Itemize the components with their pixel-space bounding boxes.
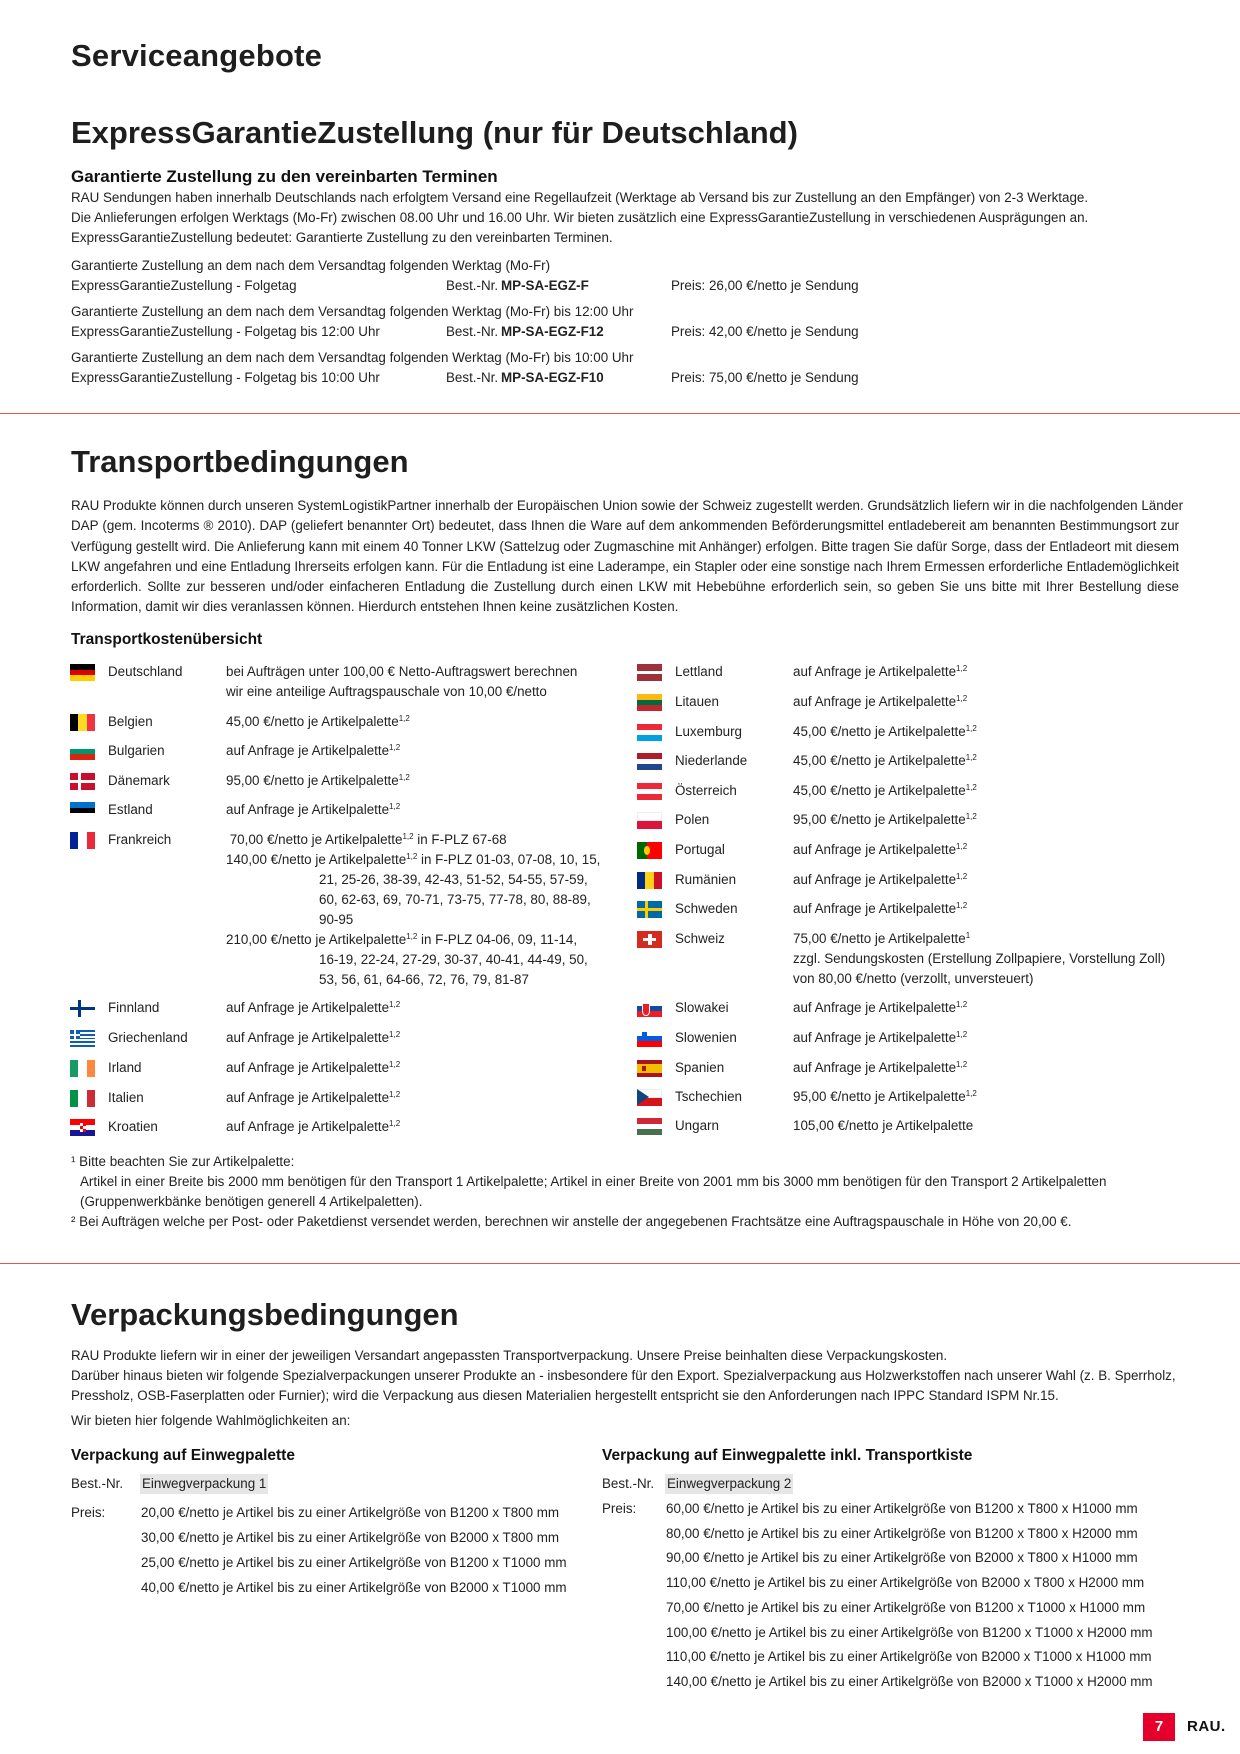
option-name: ExpressGarantieZustellung - Folgetag bis 10:00 Uhr bbox=[71, 370, 380, 385]
packaging-col1-price-label: Preis: bbox=[71, 1505, 106, 1520]
rate-text: auf Anfrage je Artikelpalette bbox=[793, 872, 957, 887]
flag-ee-icon bbox=[70, 802, 95, 819]
country-name: Ungarn bbox=[675, 1118, 719, 1133]
flag-bg-icon bbox=[70, 743, 95, 760]
packaging-col2-bestnr-label: Best.-Nr. bbox=[602, 1476, 655, 1491]
express-intro-2: Die Anlieferungen erfolgen Werktags (Mo-Fr) zwischen 08.00 Uhr und 16.00 Uhr. Wir bieten zusätzlich eine ExpressGarantieZustellung in verschiedenen Ausprägungen an. bbox=[71, 210, 1089, 225]
transport-rate bbox=[226, 800, 400, 820]
rate-text: 45,00 €/netto je Artikelpalette bbox=[793, 753, 966, 768]
transport-paragraph bbox=[71, 496, 1184, 618]
rate-text: auf Anfrage je Artikelpalette bbox=[793, 901, 957, 916]
option-bestnr-label: Best.-Nr. bbox=[446, 370, 499, 385]
flag-es-icon bbox=[637, 1060, 662, 1077]
transport-rate bbox=[226, 1088, 400, 1108]
transport-rate bbox=[793, 662, 967, 682]
packaging-price: 140,00 €/netto je Artikel bis zu einer Artikelgröße von B2000 x T1000 x H2000 mm bbox=[666, 1673, 1153, 1689]
packaging-line-3: Pressholz, OSB-Faserplatten oder Furnier); wird die Verpackung aus diesen Materialien hergestellt entspricht sie den Anforderungen nach IPPC Standard ISPM Nr.15. bbox=[71, 1388, 1059, 1403]
rate-text: 70,00 €/netto je Artikelpalette bbox=[226, 832, 403, 847]
flag-de-icon bbox=[70, 664, 95, 681]
packaging-line-4: Wir bieten hier folgende Wahlmöglichkeiten an: bbox=[71, 1413, 351, 1428]
transport-rate bbox=[793, 840, 967, 860]
option-description: Garantierte Zustellung an dem nach dem Versandtag folgenden Werktag (Mo-Fr) bis 12:00 Uhr bbox=[71, 304, 634, 319]
transport-rate bbox=[226, 771, 410, 791]
packaging-price: 110,00 €/netto je Artikel bis zu einer Artikelgröße von B2000 x T800 x H2000 mm bbox=[666, 1575, 1145, 1591]
rate-footnote-ref: 1,2 bbox=[965, 1089, 977, 1098]
country-name: Griechenland bbox=[108, 1030, 188, 1045]
section-divider bbox=[0, 1263, 1240, 1264]
country-name: Tschechien bbox=[675, 1089, 742, 1104]
rate-footnote-ref: 1,2 bbox=[956, 664, 968, 673]
option-price: Preis: 42,00 €/netto je Sendung bbox=[671, 324, 859, 339]
plz-range: in F-PLZ 67-68 bbox=[413, 832, 507, 847]
country-name: Frankreich bbox=[108, 832, 172, 847]
rate-text: auf Anfrage je Artikelpalette bbox=[226, 802, 390, 817]
option-bestnr-label: Best.-Nr. bbox=[446, 278, 499, 293]
country-name: Irland bbox=[108, 1060, 142, 1075]
plz-range: in F-PLZ 01-03, 07-08, 10, 15, bbox=[417, 852, 601, 867]
rate-text: auf Anfrage je Artikelpalette bbox=[793, 1030, 957, 1045]
flag-dk-icon bbox=[70, 773, 95, 790]
transport-overview-title: Transportkostenübersicht bbox=[71, 631, 263, 648]
rate-footnote-ref: 1,2 bbox=[389, 1030, 401, 1039]
transport-rate bbox=[226, 1117, 400, 1137]
transport-rate bbox=[793, 929, 970, 949]
option-bestnr: MP-SA-EGZ-F bbox=[501, 278, 589, 293]
country-name: Schweiz bbox=[675, 931, 725, 946]
packaging-col2-price-label: Preis: bbox=[602, 1501, 637, 1516]
section-divider bbox=[0, 413, 1240, 414]
packaging-price: 60,00 €/netto je Artikel bis zu einer Artikelgröße von B1200 x T800 x H1000 mm bbox=[666, 1501, 1138, 1516]
rate-footnote-ref: 1,2 bbox=[965, 783, 977, 792]
france-rate bbox=[226, 930, 577, 950]
flag-ie-icon bbox=[70, 1060, 95, 1077]
packaging-col2-title: Verpackung auf Einwegpalette inkl. Transportkiste bbox=[602, 1447, 973, 1464]
packaging-col1-bestnr-label: Best.-Nr. bbox=[71, 1476, 124, 1491]
transport-rate-line: wir eine anteilige Auftragspauschale von 10,00 €/netto bbox=[226, 684, 547, 699]
transport-rate bbox=[793, 781, 977, 801]
country-name: Lettland bbox=[675, 664, 723, 679]
flag-pl-icon bbox=[637, 812, 662, 829]
flag-se-icon bbox=[637, 901, 662, 918]
country-name: Schweden bbox=[675, 901, 738, 916]
rate-footnote-ref: 1,2 bbox=[389, 1119, 401, 1128]
footnote-1-text: Artikel in einer Breite bis 2000 mm benötigen für den Transport 1 Artikelpalette; Artikel in einer Breite von 2001 mm bis 3000 mm benötigen für den Transport 2 Artikelpaletten bbox=[80, 1174, 1107, 1189]
transport-rate bbox=[793, 751, 977, 771]
rate-text: 45,00 €/netto je Artikelpalette bbox=[226, 714, 399, 729]
transport-rate bbox=[226, 712, 410, 732]
rate-footnote-ref: 1,2 bbox=[389, 1090, 401, 1099]
country-name: Deutschland bbox=[108, 664, 183, 679]
flag-be-icon bbox=[70, 714, 95, 731]
rate-text: 105,00 €/netto je Artikelpalette bbox=[793, 1118, 974, 1133]
rate-footnote-ref: 1,2 bbox=[956, 1030, 968, 1039]
transport-rate bbox=[793, 810, 977, 830]
country-name: Italien bbox=[108, 1090, 144, 1105]
rate-text: 75,00 €/netto je Artikelpalette bbox=[793, 931, 966, 946]
transport-rate bbox=[793, 1087, 977, 1107]
plz-range: in F-PLZ 04-06, 09, 11-14, bbox=[417, 932, 578, 947]
flag-cz-icon bbox=[637, 1089, 662, 1106]
transport-rate bbox=[226, 998, 400, 1018]
country-name: Slowakei bbox=[675, 1000, 729, 1015]
rate-text: auf Anfrage je Artikelpalette bbox=[793, 1060, 957, 1075]
transport-rate-extra: zzgl. Sendungskosten (Erstellung Zollpapiere, Vorstellung Zoll) bbox=[793, 951, 1166, 966]
rate-text: auf Anfrage je Artikelpalette bbox=[226, 1030, 390, 1045]
transport-rate bbox=[226, 1058, 400, 1078]
rate-text: 140,00 €/netto je Artikelpalette bbox=[226, 852, 407, 867]
flag-gr-icon bbox=[70, 1030, 95, 1047]
option-name: ExpressGarantieZustellung - Folgetag bbox=[71, 278, 297, 293]
country-name: Belgien bbox=[108, 714, 153, 729]
transport-paragraph-line: RAU Produkte können durch unseren SystemLogistikPartner innerhalb der Europäischen Union sowie der Schweiz zugestellt werden. Grundsätzlich liefern wir in die nachfolgenden Länder bbox=[71, 498, 1184, 513]
rate-text: 45,00 €/netto je Artikelpalette bbox=[793, 783, 966, 798]
transport-paragraph-line: LKW angefahren und eine Entladung Ihrerseits erfolgen kann. Für die Entladung ist eine Laderampe, ein Stapler oder eine sonstige nach Ihrem Ermessen erforderliche Entlademöglichkeit bbox=[71, 558, 1179, 574]
transport-rate bbox=[793, 722, 977, 742]
packaging-line-1: RAU Produkte liefern wir in einer der jeweiligen Versandart angepassten Transportverpackung. Unsere Preise beinhalten diese Verpackungskosten. bbox=[71, 1348, 948, 1363]
rate-footnote-ref: 1 bbox=[965, 931, 971, 940]
transport-rate-line: bei Aufträgen unter 100,00 € Netto-Auftragswert berechnen bbox=[226, 664, 578, 679]
transport-paragraph-line: Verfügung gestellt wird. Die Anlieferung kann mit einem 40 Tonner LKW (Sattelzug oder Zugmaschine mit Anhänger) erfolgen. Bitte tragen Sie dafür Sorge, dass der Entladeort mit diesem bbox=[71, 538, 1179, 554]
flag-fr-icon bbox=[70, 832, 95, 849]
country-name: Finnland bbox=[108, 1000, 160, 1015]
option-name: ExpressGarantieZustellung - Folgetag bis 12:00 Uhr bbox=[71, 324, 380, 339]
flag-hr-icon bbox=[70, 1119, 95, 1136]
footnote-1-text-2: (Gruppenwerkbänke benötigen generell 4 Artikelpaletten). bbox=[80, 1194, 423, 1209]
packaging-col2-bestnr: Einwegverpackung 2 bbox=[665, 1474, 793, 1494]
footnote-1-title: ¹ Bitte beachten Sie zur Artikelpalette: bbox=[71, 1154, 295, 1169]
flag-ch-icon bbox=[637, 931, 662, 948]
plz-range-cont: 90-95 bbox=[319, 912, 354, 927]
plz-range-cont: 21, 25-26, 38-39, 42-43, 51-52, 54-55, 57-59, bbox=[319, 872, 588, 887]
transport-rate bbox=[793, 692, 967, 712]
option-bestnr: MP-SA-EGZ-F10 bbox=[501, 370, 604, 385]
packaging-price: 110,00 €/netto je Artikel bis zu einer Artikelgröße von B2000 x T1000 x H1000 mm bbox=[666, 1649, 1152, 1665]
transport-rate-extra: von 80,00 €/netto (verzollt, unversteuert) bbox=[793, 971, 1034, 986]
country-name: Niederlande bbox=[675, 753, 748, 768]
country-name: Litauen bbox=[675, 694, 719, 709]
flag-it-icon bbox=[70, 1090, 95, 1107]
option-description: Garantierte Zustellung an dem nach dem Versandtag folgenden Werktag (Mo-Fr) bis 10:00 Uhr bbox=[71, 350, 634, 365]
rate-text: 95,00 €/netto je Artikelpalette bbox=[793, 812, 966, 827]
flag-si-icon bbox=[637, 1030, 662, 1047]
transport-rate bbox=[793, 870, 967, 890]
plz-range-cont: 53, 56, 61, 64-66, 72, 76, 79, 81-87 bbox=[319, 972, 529, 987]
plz-range-cont: 60, 62-63, 69, 70-71, 73-75, 77-78, 80, 88-89, bbox=[319, 892, 591, 907]
france-rate bbox=[226, 850, 600, 870]
rate-text: auf Anfrage je Artikelpalette bbox=[226, 1119, 390, 1134]
rate-footnote-ref: 1,2 bbox=[965, 724, 977, 733]
transport-rate bbox=[793, 1028, 967, 1048]
rate-text: auf Anfrage je Artikelpalette bbox=[793, 842, 957, 857]
packaging-title: Verpackungsbedingungen bbox=[71, 1297, 459, 1332]
rate-footnote-ref: 1,2 bbox=[956, 1060, 968, 1069]
rate-footnote-ref: 1,2 bbox=[389, 743, 401, 752]
country-name: Spanien bbox=[675, 1060, 725, 1075]
rate-text: auf Anfrage je Artikelpalette bbox=[226, 743, 390, 758]
rate-footnote-ref: 1,2 bbox=[956, 694, 968, 703]
rate-text: auf Anfrage je Artikelpalette bbox=[226, 1090, 390, 1105]
rate-footnote-ref: 1,2 bbox=[398, 773, 410, 782]
flag-lt-icon bbox=[637, 694, 662, 711]
rate-text: 45,00 €/netto je Artikelpalette bbox=[793, 724, 966, 739]
rate-footnote-ref: 1,2 bbox=[406, 852, 418, 861]
rate-footnote-ref: 1,2 bbox=[956, 872, 968, 881]
express-subtitle: Garantierte Zustellung zu den vereinbarten Terminen bbox=[71, 167, 498, 186]
rate-text: 210,00 €/netto je Artikelpalette bbox=[226, 932, 407, 947]
rate-footnote-ref: 1,2 bbox=[965, 753, 977, 762]
rate-footnote-ref: 1,2 bbox=[406, 932, 418, 941]
rate-footnote-ref: 1,2 bbox=[389, 802, 401, 811]
rate-footnote-ref: 1,2 bbox=[402, 832, 414, 841]
option-price: Preis: 26,00 €/netto je Sendung bbox=[671, 278, 859, 293]
packaging-price: 90,00 €/netto je Artikel bis zu einer Artikelgröße von B2000 x T800 x H1000 mm bbox=[666, 1550, 1138, 1566]
option-bestnr: MP-SA-EGZ-F12 bbox=[501, 324, 604, 339]
flag-fi-icon bbox=[70, 1000, 95, 1017]
packaging-price: 30,00 €/netto je Artikel bis zu einer Artikelgröße von B2000 x T800 mm bbox=[141, 1530, 560, 1545]
transport-rate bbox=[793, 998, 967, 1018]
rate-text: auf Anfrage je Artikelpalette bbox=[793, 664, 957, 679]
packaging-col1-title: Verpackung auf Einwegpalette bbox=[71, 1447, 295, 1464]
flag-pt-icon bbox=[637, 842, 662, 859]
flag-lv-icon bbox=[637, 664, 662, 681]
express-intro-1: RAU Sendungen haben innerhalb Deutschlands nach erfolgtem Versand eine Regellaufzeit (Werktage ab Versand bis zur Zustellung an den Empfänger) von 2-3 Werktage. bbox=[71, 190, 1089, 205]
country-name: Estland bbox=[108, 802, 153, 817]
rate-text: 95,00 €/netto je Artikelpalette bbox=[226, 773, 399, 788]
rate-text: 95,00 €/netto je Artikelpalette bbox=[793, 1089, 966, 1104]
country-name: Rumänien bbox=[675, 872, 737, 887]
packaging-price: 25,00 €/netto je Artikel bis zu einer Artikelgröße von B1200 x T1000 mm bbox=[141, 1555, 567, 1570]
flag-nl-icon bbox=[637, 753, 662, 770]
rate-footnote-ref: 1,2 bbox=[956, 1000, 968, 1009]
rate-text: auf Anfrage je Artikelpalette bbox=[793, 1000, 957, 1015]
express-intro-3: ExpressGarantieZustellung bedeutet: Garantierte Zustellung zu den vereinbarten Terminen. bbox=[71, 230, 613, 245]
flag-at-icon bbox=[637, 783, 662, 800]
country-name: Slowenien bbox=[675, 1030, 737, 1045]
packaging-col1-bestnr: Einwegverpackung 1 bbox=[140, 1474, 268, 1494]
rate-text: auf Anfrage je Artikelpalette bbox=[226, 1060, 390, 1075]
transport-rate bbox=[793, 1116, 973, 1136]
country-name: Luxemburg bbox=[675, 724, 742, 739]
flag-lu-icon bbox=[637, 724, 662, 741]
footnote-2: ² Bei Aufträgen welche per Post- oder Paketdienst versendet werden, berechnen wir anstelle der angegebenen Frachtsätze eine Auftragspauschale in Höhe von 20,00 €. bbox=[71, 1214, 1072, 1229]
rate-footnote-ref: 1,2 bbox=[965, 812, 977, 821]
option-description: Garantierte Zustellung an dem nach dem Versandtag folgenden Werktag (Mo-Fr) bbox=[71, 258, 551, 273]
transport-paragraph-line: Information, damit wir dies veranlassen können. Hierdurch entstehen Ihnen keine zusätzlichen Kosten. bbox=[71, 599, 679, 615]
france-rate bbox=[226, 830, 507, 850]
rate-footnote-ref: 1,2 bbox=[956, 901, 968, 910]
page-number: 7 bbox=[1143, 1713, 1175, 1741]
country-name: Polen bbox=[675, 812, 710, 827]
flag-ro-icon bbox=[637, 872, 662, 889]
country-name: Bulgarien bbox=[108, 743, 165, 758]
transport-rate bbox=[793, 899, 967, 919]
packaging-price: 70,00 €/netto je Artikel bis zu einer Artikelgröße von B1200 x T1000 x H1000 mm bbox=[666, 1599, 1146, 1615]
rate-footnote-ref: 1,2 bbox=[389, 1000, 401, 1009]
option-bestnr-label: Best.-Nr. bbox=[446, 324, 499, 339]
flag-hu-icon bbox=[637, 1118, 662, 1135]
rate-text: auf Anfrage je Artikelpalette bbox=[226, 1000, 390, 1015]
plz-range-cont: 16-19, 22-24, 27-29, 30-37, 40-41, 44-49, 50, bbox=[319, 952, 588, 967]
transport-rate bbox=[793, 1058, 967, 1078]
packaging-line-2: Darüber hinaus bieten wir folgende Spezialverpackungen unserer Produkte an - insbesondere für den Export. Spezialverpackung aus Holzwerkstoffen nach unserer Wahl (z. B. Sperrholz, bbox=[71, 1368, 1176, 1383]
country-name: Kroatien bbox=[108, 1119, 158, 1134]
packaging-price: 40,00 €/netto je Artikel bis zu einer Artikelgröße von B2000 x T1000 mm bbox=[141, 1580, 567, 1595]
transport-rate bbox=[226, 1028, 400, 1048]
packaging-price: 20,00 €/netto je Artikel bis zu einer Artikelgröße von B1200 x T800 mm bbox=[141, 1505, 560, 1520]
express-title: ExpressGarantieZustellung (nur für Deutschland) bbox=[71, 115, 798, 150]
country-name: Portugal bbox=[675, 842, 725, 857]
packaging-price: 80,00 €/netto je Artikel bis zu einer Artikelgröße von B1200 x T800 x H2000 mm bbox=[666, 1525, 1138, 1541]
option-price: Preis: 75,00 €/netto je Sendung bbox=[671, 370, 859, 385]
page-title: Serviceangebote bbox=[71, 38, 323, 73]
transport-paragraph-line: DAP (gem. Incoterms ® 2010). DAP (geliefert benannter Ort) bedeutet, dass Ihnen die Ware auf dem ankommenden Beförderungsmittel entladebereit am benannten Bestimmungsort zur bbox=[71, 518, 1179, 534]
rate-footnote-ref: 1,2 bbox=[389, 1060, 401, 1069]
flag-sk-icon bbox=[637, 1000, 662, 1017]
rate-footnote-ref: 1,2 bbox=[956, 842, 968, 851]
rate-footnote-ref: 1,2 bbox=[398, 714, 410, 723]
rate-text: auf Anfrage je Artikelpalette bbox=[793, 694, 957, 709]
transport-title: Transportbedingungen bbox=[71, 444, 409, 479]
country-name: Dänemark bbox=[108, 773, 170, 788]
transport-paragraph-line: erforderlich. Sollte zur besseren und/oder einfacheren Entladung die Zustellung durch einen LKW mit Hebebühne erforderlich sein, so geben Sie uns bitte mit Ihrer Bestellung diese bbox=[71, 579, 1179, 595]
transport-rate bbox=[226, 741, 400, 761]
country-name: Österreich bbox=[675, 783, 737, 798]
packaging-price: 100,00 €/netto je Artikel bis zu einer Artikelgröße von B1200 x T1000 x H2000 mm bbox=[666, 1624, 1153, 1640]
rau-logo: RAU. bbox=[1187, 1718, 1226, 1735]
